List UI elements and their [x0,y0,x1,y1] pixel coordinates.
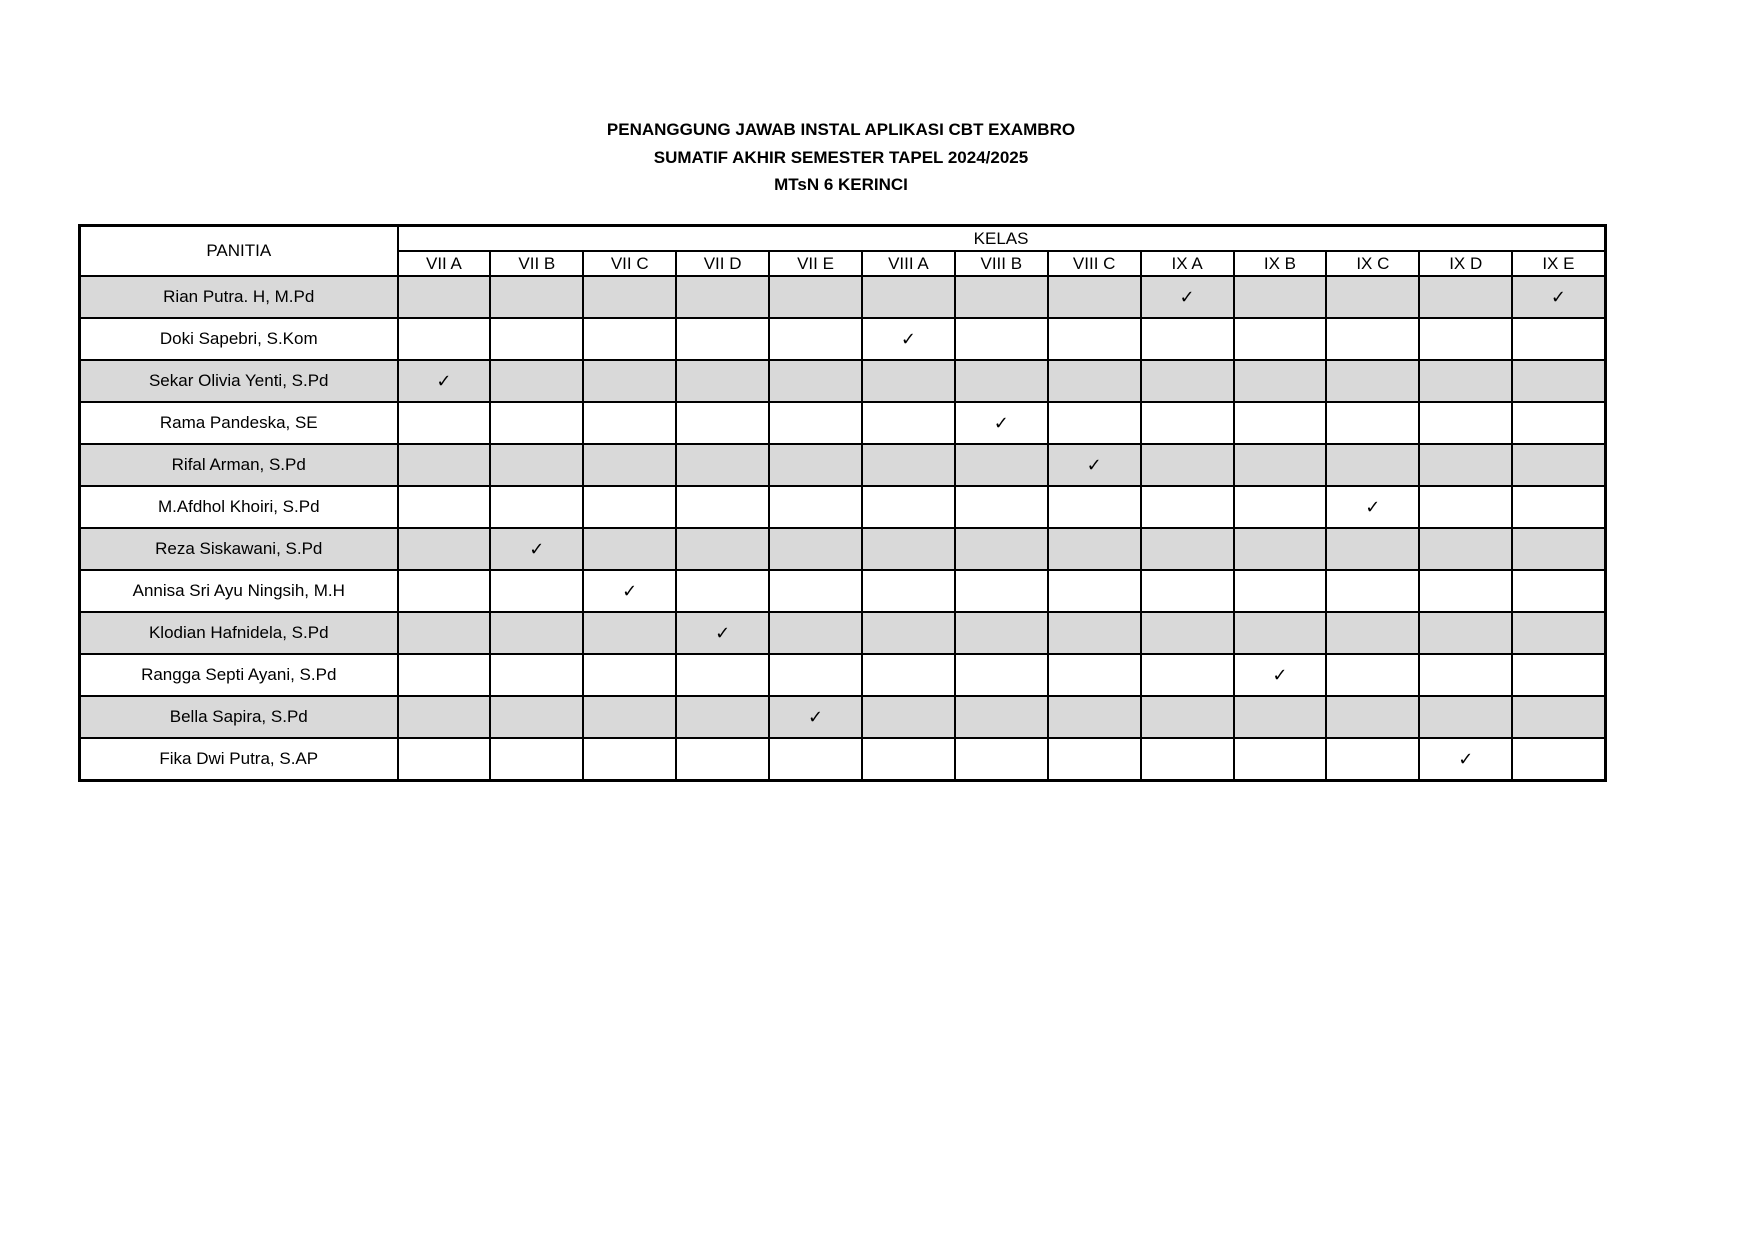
class-cell [1512,318,1605,360]
panitia-name: Fika Dwi Putra, S.AP [80,738,398,781]
class-cell [490,738,583,781]
class-cell [1234,486,1327,528]
class-cell [1048,696,1141,738]
class-cell [955,528,1048,570]
class-header-ix-c: IX C [1326,251,1419,276]
class-cell [1048,276,1141,318]
class-cell [1048,570,1141,612]
class-header-viii-c: VIII C [1048,251,1141,276]
class-cell [398,402,491,444]
class-cell [398,318,491,360]
class-cell [1419,612,1512,654]
class-cell [1048,360,1141,402]
class-cell [769,402,862,444]
class-cell [398,528,491,570]
class-cell [1326,570,1419,612]
class-cell [862,402,955,444]
class-cell [676,276,769,318]
class-cell [583,696,676,738]
class-cell [955,696,1048,738]
panitia-header: PANITIA [80,226,398,277]
class-cell [1419,276,1512,318]
class-cell [490,654,583,696]
class-cell [583,528,676,570]
checkmark-icon: ✓ [807,706,824,727]
class-cell [583,654,676,696]
class-cell [1234,444,1327,486]
class-cell [1141,654,1234,696]
class-cell [955,486,1048,528]
class-cell [862,444,955,486]
class-cell [1512,696,1605,738]
class-cell [862,360,955,402]
class-cell [1141,486,1234,528]
class-cell [1234,276,1327,318]
checkmark-icon: ✓ [436,370,452,391]
assignment-table [78,224,1607,782]
class-cell [676,738,769,781]
class-cell [769,444,862,486]
title-line-1: PENANGGUNG JAWAB INSTAL APLIKASI CBT EXAMBRO [606,120,1076,139]
table-row [80,444,1606,486]
class-cell [862,612,955,654]
class-cell [676,612,769,654]
class-cell [1048,738,1141,781]
class-cell [1326,402,1419,444]
class-cell [1419,402,1512,444]
class-cell [1419,738,1512,781]
class-cell [862,570,955,612]
class-cell [398,738,491,781]
table-row [80,318,1606,360]
class-cell [1326,654,1419,696]
class-cell [1048,612,1141,654]
class-cell [1326,360,1419,402]
class-cell [1512,486,1605,528]
class-cell [769,360,862,402]
class-cell [1512,360,1605,402]
class-cell [769,654,862,696]
class-cell [1234,528,1327,570]
class-cell [862,654,955,696]
class-cell [583,612,676,654]
table-row [80,528,1606,570]
class-cell [490,528,583,570]
class-header-vii-b: VII B [490,251,583,276]
class-cell [862,528,955,570]
class-header-ix-d: IX D [1419,251,1512,276]
class-cell [1419,696,1512,738]
class-cell [1326,738,1419,781]
class-cell [676,570,769,612]
class-cell [955,276,1048,318]
class-cell [1419,528,1512,570]
class-cell [1141,402,1234,444]
class-header-vii-a: VII A [398,251,491,276]
class-cell [1326,444,1419,486]
class-cell [1419,654,1512,696]
checkmark-icon: ✓ [993,412,1009,433]
class-header-vii-d: VII D [676,251,769,276]
class-cell [490,402,583,444]
class-cell [583,276,676,318]
table-row [80,570,1606,612]
class-header-ix-e: IX E [1512,251,1605,276]
panitia-name: Sekar Olivia Yenti, S.Pd [80,360,398,402]
panitia-name: Rian Putra. H, M.Pd [80,276,398,318]
class-cell [583,402,676,444]
table-row [80,612,1606,654]
class-cell [583,570,676,612]
class-cell [676,528,769,570]
class-cell [955,654,1048,696]
class-cell [1048,654,1141,696]
class-cell [1141,528,1234,570]
class-cell [583,444,676,486]
class-cell [490,444,583,486]
panitia-name: Bella Sapira, S.Pd [80,696,398,738]
table-row [80,486,1606,528]
class-cell [1141,360,1234,402]
class-cell [490,570,583,612]
class-cell [1234,654,1327,696]
class-cell [1141,612,1234,654]
class-cell [1512,444,1605,486]
class-cell [398,696,491,738]
class-cell [955,612,1048,654]
class-cell [1326,612,1419,654]
class-cell [1234,738,1327,781]
panitia-name: Klodian Hafnidela, S.Pd [80,612,398,654]
checkmark-icon: ✓ [1458,748,1474,769]
panitia-name: Reza Siskawani, S.Pd [80,528,398,570]
table-row [80,696,1606,738]
panitia-name: M.Afdhol Khoiri, S.Pd [80,486,398,528]
class-header-vii-e: VII E [769,251,862,276]
class-cell [1419,318,1512,360]
class-cell [398,360,491,402]
panitia-name: Doki Sapebri, S.Kom [80,318,398,360]
class-cell [583,360,676,402]
class-cell [1048,528,1141,570]
checkmark-icon: ✓ [1179,286,1195,307]
class-cell [1419,486,1512,528]
class-cell [769,318,862,360]
class-cell [1512,612,1605,654]
class-cell [1141,444,1234,486]
class-cell [1419,570,1512,612]
class-cell [1048,486,1141,528]
class-cell [955,738,1048,781]
class-cell [1234,360,1327,402]
class-cell [1048,318,1141,360]
class-cell [490,612,583,654]
class-cell [490,696,583,738]
checkmark-icon: ✓ [1365,496,1381,517]
panitia-name: Rama Pandeska, SE [80,402,398,444]
title-line-3: MTsN 6 KERINCI [774,175,908,194]
class-cell [1512,402,1605,444]
class-cell [955,402,1048,444]
class-cell [583,738,676,781]
class-cell [1419,444,1512,486]
class-header-viii-a: VIII A [862,251,955,276]
class-cell [676,402,769,444]
title-line-2: SUMATIF AKHIR SEMESTER TAPEL 2024/2025 [653,147,1029,167]
checkmark-icon: ✓ [622,580,638,601]
class-header-vii-c: VII C [583,251,676,276]
class-cell [1234,570,1327,612]
class-header-ix-a: IX A [1141,251,1234,276]
checkmark-icon: ✓ [1086,454,1102,475]
class-cell [398,612,491,654]
table-row [80,654,1606,696]
class-cell [583,486,676,528]
class-cell [1234,696,1327,738]
class-cell [955,570,1048,612]
table-body [80,276,1606,781]
class-cell [1512,738,1605,781]
class-cell [955,360,1048,402]
class-cell [769,486,862,528]
table-row [80,360,1606,402]
class-cell [769,276,862,318]
class-cell [1234,402,1327,444]
class-cell [398,276,491,318]
class-cell [398,486,491,528]
class-cell [676,486,769,528]
class-cell [769,738,862,781]
class-cell [769,570,862,612]
class-cell [862,276,955,318]
class-cell [1141,696,1234,738]
class-cell [1512,654,1605,696]
table-row [80,276,1606,318]
class-header-ix-b: IX B [1234,251,1327,276]
panitia-name: Annisa Sri Ayu Ningsih, M.H [80,570,398,612]
class-cell [1326,318,1419,360]
class-cell [862,318,955,360]
document-title [0,116,1682,199]
checkmark-icon: ✓ [1272,664,1288,685]
class-cell [955,444,1048,486]
class-cell [490,360,583,402]
class-cell [862,486,955,528]
class-cell [1326,696,1419,738]
class-cell [1141,738,1234,781]
class-cell [676,318,769,360]
class-cell [676,444,769,486]
class-cell [1512,528,1605,570]
panitia-name: Rifal Arman, S.Pd [80,444,398,486]
class-cell [1326,276,1419,318]
class-cell [490,318,583,360]
class-cell [490,276,583,318]
class-cell [1141,276,1234,318]
class-header-viii-b: VIII B [955,251,1048,276]
class-cell [1326,528,1419,570]
class-cell [676,360,769,402]
class-cell [769,696,862,738]
class-cell [490,486,583,528]
class-cell [1234,612,1327,654]
class-cell [769,612,862,654]
class-cell [398,444,491,486]
class-cell [1141,570,1234,612]
class-cell [1234,318,1327,360]
checkmark-icon: ✓ [529,538,545,559]
class-cell [583,318,676,360]
class-cell [1326,486,1419,528]
class-cell [1512,276,1605,318]
class-cell [862,738,955,781]
class-cell [1512,570,1605,612]
checkmark-icon: ✓ [900,328,916,349]
class-cell [955,318,1048,360]
table-row [80,402,1606,444]
class-cell [398,654,491,696]
class-cell [1419,360,1512,402]
table-row [80,738,1606,781]
class-cell [1048,444,1141,486]
class-cell [398,570,491,612]
checkmark-icon: ✓ [1550,286,1566,307]
class-cell [1048,402,1141,444]
class-cell [862,696,955,738]
kelas-header: KELAS [398,226,1606,252]
class-cell [676,696,769,738]
class-cell [1141,318,1234,360]
class-cell [676,654,769,696]
checkmark-icon: ✓ [715,622,731,643]
panitia-name: Rangga Septi Ayani, S.Pd [80,654,398,696]
class-cell [769,528,862,570]
